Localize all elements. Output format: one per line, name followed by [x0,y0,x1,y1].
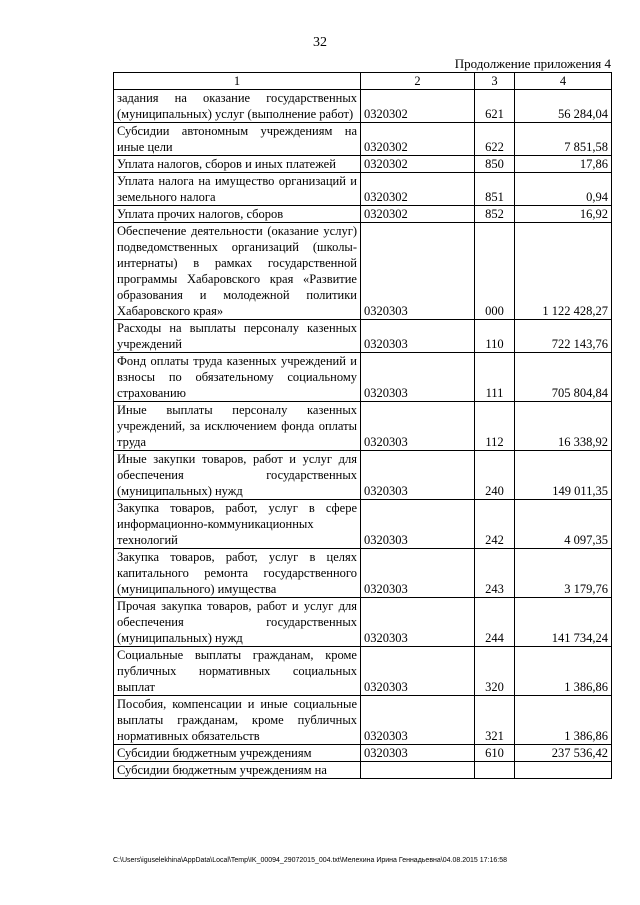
row-code [361,762,475,779]
row-name: Субсидии бюджетным учреждениям [114,745,361,762]
table-row [114,500,612,549]
row-vr: 850 [475,156,515,173]
row-name: Прочая закупка товаров, работ и услуг для обеспечения государственных (муниципальных) нужд [114,598,361,647]
row-sum [515,762,612,779]
row-name: Фонд оплаты труда казенных учреждений и взносы по обязательному социальному страхованию [114,353,361,402]
row-vr: 244 [475,598,515,647]
table-row [114,762,612,779]
row-sum: 0,94 [515,173,612,206]
row-vr [475,762,515,779]
column-header-4: 4 [515,73,612,90]
table-row [114,598,612,647]
row-code: 0320303 [361,598,475,647]
budget-table [113,72,612,779]
row-name: Пособия, компенсации и иные социальные выплаты гражданам, кроме публичных нормативных обязательств [114,696,361,745]
table-row [114,549,612,598]
table-row [114,320,612,353]
continuation-label: Продолжение приложения 4 [454,56,611,71]
table-row [114,402,612,451]
row-code: 0320303 [361,320,475,353]
row-code: 0320302 [361,206,475,223]
row-vr: 000 [475,223,515,320]
row-vr: 243 [475,549,515,598]
row-code: 0320303 [361,745,475,762]
row-name: Расходы на выплаты персоналу казенных учреждений [114,320,361,353]
row-sum: 1 386,86 [515,696,612,745]
row-code: 0320302 [361,90,475,123]
row-name: Закупка товаров, работ, услуг в сфере информационно-коммуникационных технологий [114,500,361,549]
row-vr: 852 [475,206,515,223]
row-sum: 722 143,76 [515,320,612,353]
table-row [114,647,612,696]
row-vr: 621 [475,90,515,123]
row-name: Субсидии автономным учреждениям на иные цели [114,123,361,156]
row-sum: 3 179,76 [515,549,612,598]
row-vr: 851 [475,173,515,206]
row-name: Закупка товаров, работ, услуг в целях капитального ремонта государственного (муниципального) имущества [114,549,361,598]
column-header-2: 2 [361,73,475,90]
table-row [114,353,612,402]
row-code: 0320303 [361,402,475,451]
row-vr: 240 [475,451,515,500]
row-name: Обеспечение деятельности (оказание услуг) подведомственных организаций (школы-интернаты) в рамках государственной программы Хабаровского края «Развитие образования и молодежной политики Хабаровского края» [114,223,361,320]
page-number: 32 [313,35,327,50]
row-name: Уплата налогов, сборов и иных платежей [114,156,361,173]
row-name: Уплата прочих налогов, сборов [114,206,361,223]
row-sum: 1 386,86 [515,647,612,696]
footer-path: C:\Users\iguselekhina\AppData\Local\Temp\IK_00094_29072015_004.txt\Мелехина Ирина Геннадьевна\04.08.2015 17:16:58 [113,857,507,864]
row-code: 0320302 [361,156,475,173]
row-name: Иные закупки товаров, работ и услуг для обеспечения государственных (муниципальных) нужд [114,451,361,500]
row-vr: 622 [475,123,515,156]
table-row [114,173,612,206]
row-name: задания на оказание государственных (муниципальных) услуг (выполнение работ) [114,90,361,123]
row-vr: 242 [475,500,515,549]
row-vr: 610 [475,745,515,762]
column-header-1: 1 [114,73,361,90]
row-code: 0320303 [361,500,475,549]
table-row [114,223,612,320]
row-vr: 320 [475,647,515,696]
row-code: 0320303 [361,451,475,500]
row-vr: 111 [475,353,515,402]
row-sum: 16,92 [515,206,612,223]
row-sum: 1 122 428,27 [515,223,612,320]
row-vr: 112 [475,402,515,451]
row-sum: 237 536,42 [515,745,612,762]
table-row [114,156,612,173]
row-code: 0320303 [361,353,475,402]
row-code: 0320303 [361,696,475,745]
row-sum: 4 097,35 [515,500,612,549]
row-sum: 141 734,24 [515,598,612,647]
row-name: Иные выплаты персоналу казенных учреждений, за исключением фонда оплаты труда [114,402,361,451]
row-code: 0320302 [361,173,475,206]
row-vr: 110 [475,320,515,353]
row-sum: 7 851,58 [515,123,612,156]
row-name: Субсидии бюджетным учреждениям на [114,762,361,779]
row-sum: 17,86 [515,156,612,173]
row-sum: 16 338,92 [515,402,612,451]
row-code: 0320303 [361,549,475,598]
row-sum: 705 804,84 [515,353,612,402]
row-name: Уплата налога на имущество организаций и земельного налога [114,173,361,206]
row-code: 0320302 [361,123,475,156]
row-sum: 149 011,35 [515,451,612,500]
table-row [114,451,612,500]
row-code: 0320303 [361,647,475,696]
table-row [114,745,612,762]
row-code: 0320303 [361,223,475,320]
row-name: Социальные выплаты гражданам, кроме публичных нормативных социальных выплат [114,647,361,696]
table-row [114,696,612,745]
column-header-3: 3 [475,73,515,90]
table-row [114,206,612,223]
header-row [114,73,612,90]
row-vr: 321 [475,696,515,745]
row-sum: 56 284,04 [515,90,612,123]
table-row [114,123,612,156]
table-row [114,90,612,123]
